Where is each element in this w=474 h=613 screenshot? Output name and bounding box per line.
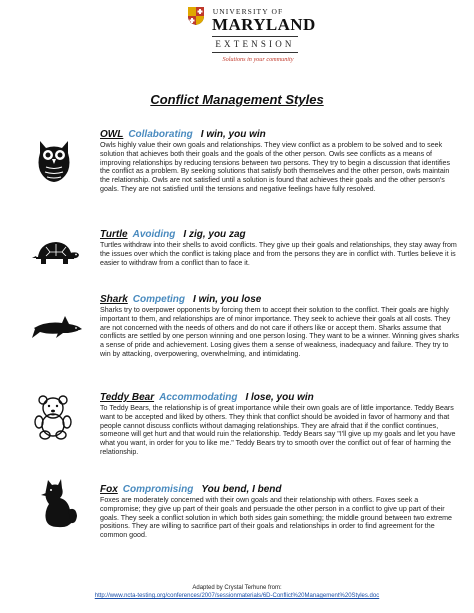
section-text: Sharks try to overpower opponents by forcing them to accept their solution to the conflict. Their goals are highly important to them, and relationships are of minor importance. They seek to achieve their goals at all costs. They are not concerned with the needs of others and do not care if others like or accept them. Sharks assume that conflicts are settled by one person winning and one person losing. They want to be a winner. Winning gives sharks a sense of pride and achievement. Losing gives them a sense of weakness, inadequacy and failure. They try to win by attacking, overpowering, overwhelming, and intimidating. [100, 306, 460, 358]
section-text: Owls highly value their own goals and relationships. They view conflict as a problem to be solved and to seek solution that achieves both their goals and the goals of the other person. Owls see conflicts as a means of improving relationships by reducing tensions between two persons. They try to begin a discussion that identifies the conflict as a problem. By seeking solutions that satisfy both themselves and the other person, owls maintain the relationship. Owls are not satisfied until a solution is found that achieves their goals and the other person's goals. They are not satisfied until the tensions and negative feelings have fully resolved. [100, 141, 451, 193]
section-heading [100, 129, 266, 140]
style-name: Accommodating [159, 392, 238, 403]
section-heading [100, 392, 314, 403]
section-text: Foxes are moderately concerned with their own goals and their relationship with others. Foxes seek a compromise; they give up part of their goals and persuade the other person in a conflict to give up part of their goals. They seek a conflict solution in which both sides gain something; the middle ground between two extreme positions. They are willing to sacrifice part of their goals and relationships in order to find agreement for the common good. [100, 496, 452, 540]
extension-label: EXTENSION [215, 39, 295, 49]
section-heading [100, 484, 282, 495]
shark-icon [32, 316, 82, 340]
fox-icon [38, 476, 78, 528]
animal-name: Teddy Bear [100, 392, 155, 403]
section-heading [100, 229, 246, 240]
university-name: MARYLAND [212, 15, 316, 34]
section-text: Turtles withdraw into their shells to avoid conflicts. They give up their goals and relationships, they stay away from the issues over which the conflict is taking place and from the persons they are in conflict with. Turtles believe it is easier to withdraw from a conflict than to face it. [100, 241, 457, 267]
style-motto: I win, you win [200, 129, 266, 140]
style-motto: I win, you lose [193, 294, 262, 305]
source-link[interactable]: http://www.ncta-testing.org/conferences/2007/sessionmaterials/6D-Conflict%20Management%20Styles.doc [94, 593, 380, 599]
page-title: Conflict Management Styles [150, 92, 324, 107]
teddy-bear-icon [34, 394, 74, 440]
animal-name: OWL [100, 129, 124, 140]
style-motto: I zig, you zag [183, 229, 246, 240]
section-text: To Teddy Bears, the relationship is of great importance while their own goals are of little importance. Teddy Bears want to be accepted and liked by others. They think that conflict should be avoided in favor of harmony and that people cannot discuss conflicts without damaging relationships. They are afraid that if the conflict continues, someone will get hurt and that would ruin the relationship. Teddy Bears say "I'll give up my goals and let you have what you want, in order for you to like me." Teddy Bears try to smooth over the conflict out of fear of harming the relationship. [100, 404, 456, 456]
tagline: Solutions in your community [222, 56, 294, 63]
animal-name: Turtle [100, 229, 128, 240]
maryland-seal-icon [186, 6, 206, 26]
style-name: Compromising [122, 484, 194, 495]
style-name: Avoiding [132, 229, 176, 240]
attribution-text: Adapted by Crystal Terhune from: [192, 585, 282, 591]
style-motto: I lose, you win [245, 392, 314, 403]
university-of-label: UNIVERSITY OF [212, 7, 284, 16]
style-motto: You bend, I bend [201, 484, 282, 495]
turtle-icon [32, 239, 80, 267]
style-name: Collaborating [128, 129, 193, 140]
university-logo [186, 6, 456, 82]
logo-divider [212, 36, 298, 37]
section-heading [100, 294, 261, 305]
animal-name: Shark [100, 294, 128, 305]
owl-icon [36, 139, 72, 183]
style-name: Competing [132, 294, 186, 305]
logo-divider [212, 52, 298, 53]
animal-name: Fox [100, 484, 118, 495]
